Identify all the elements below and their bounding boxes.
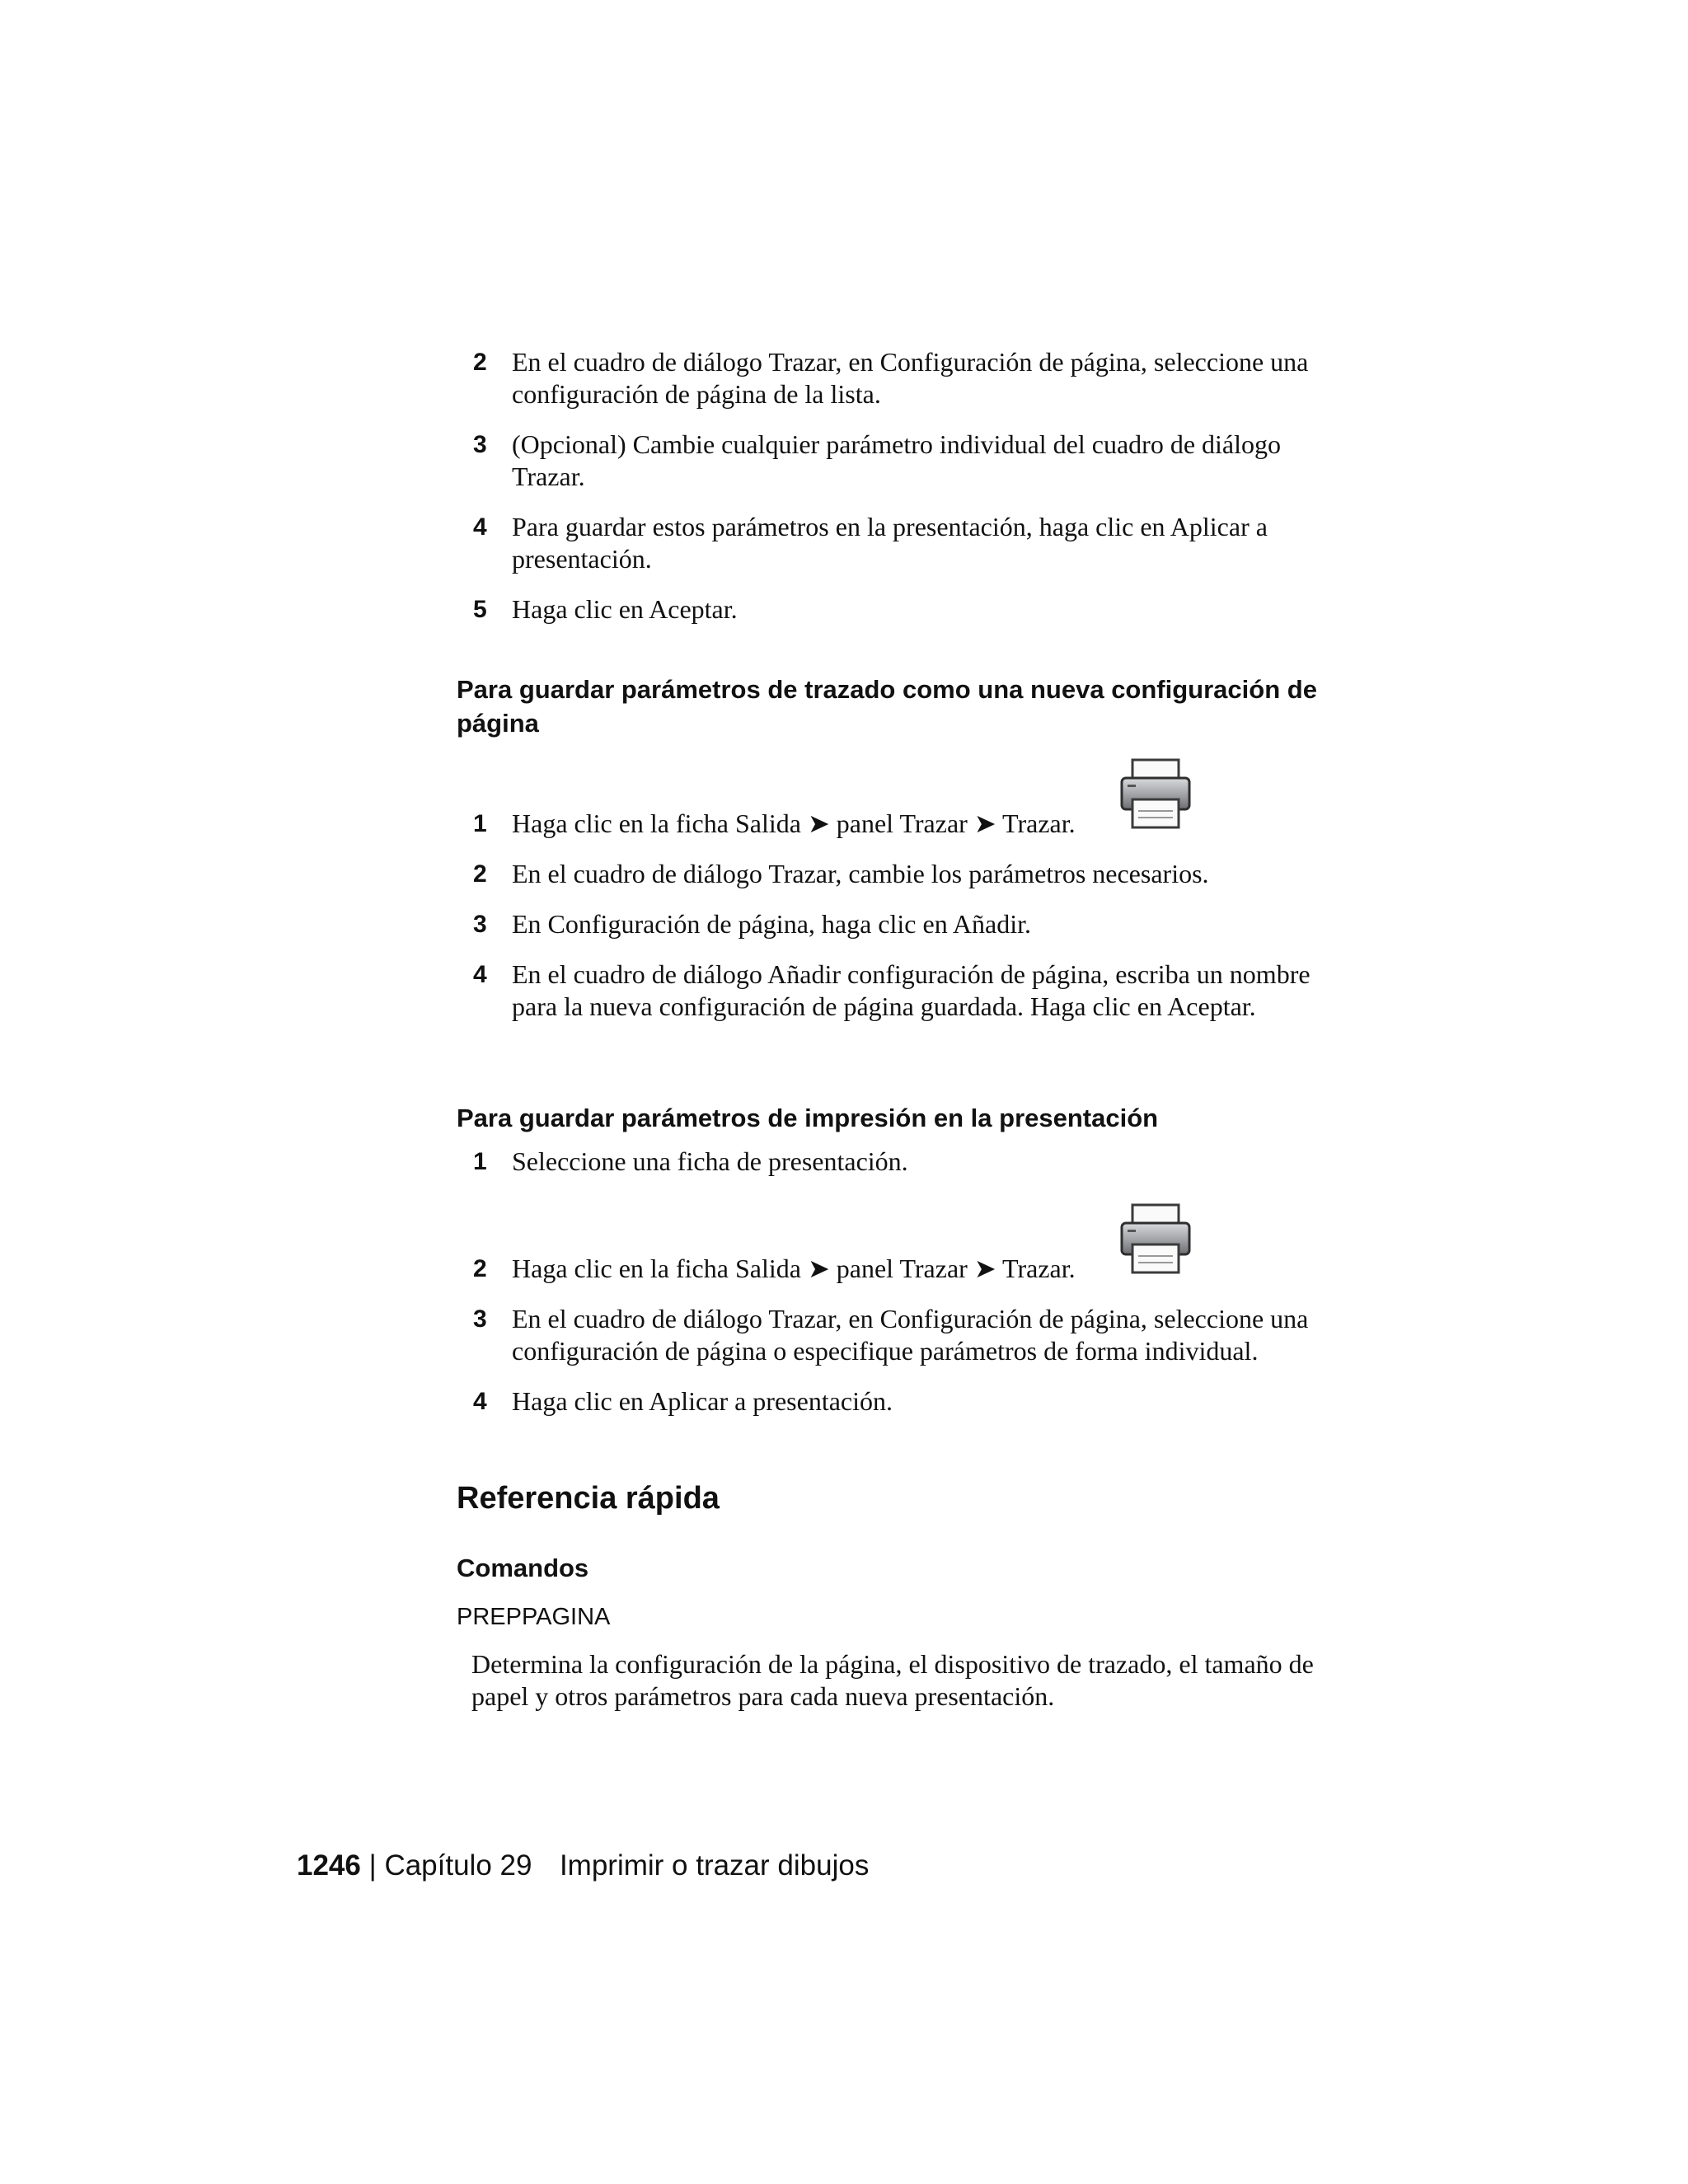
commands-heading: Comandos [457,1554,589,1582]
section-heading-new-page-setup: Para guardar parámetros de trazado como una nueva configuración de página [457,675,1317,738]
page-number: 1246 [297,1849,361,1882]
step-a-5 [457,593,1355,626]
step-b-2 [457,858,1355,890]
step-number: 2 [473,349,487,376]
section-heading-save-to-layout: Para guardar parámetros de impresión en la presentación [457,1104,1159,1132]
step-text: Haga clic en la ficha Salida ➤ panel Trazar ➤ Trazar. [512,1254,1076,1283]
printer-icon [1118,757,1193,832]
steps-list-c [457,1146,1355,1178]
page-footer [297,1849,869,1883]
step-number: 5 [473,596,487,623]
steps-list-c-cont [457,1253,1355,1418]
step-text: En Configuración de página, haga clic en Añadir. [512,909,1032,939]
step-c-4 [457,1385,1355,1418]
step-b-3 [457,908,1355,940]
step-number: 2 [473,860,487,888]
chapter-label: Capítulo 29 [384,1849,532,1882]
chapter-title: Imprimir o trazar dibujos [559,1849,870,1882]
footer-separator: | [368,1849,377,1882]
step-text: En el cuadro de diálogo Trazar, en Configuración de página, seleccione una configuración de página o especifique parámetros de forma individual. [512,1304,1309,1366]
step-number: 3 [473,431,487,458]
step-c-1 [457,1146,1355,1178]
step-number: 3 [473,1305,487,1333]
step-text: En el cuadro de diálogo Trazar, cambie los parámetros necesarios. [512,859,1209,888]
step-number: 1 [473,1148,487,1175]
step-number: 3 [473,911,487,938]
quick-reference-heading: Referencia rápida [457,1481,720,1516]
step-c-3 [457,1303,1355,1367]
step-b-4 [457,958,1355,1023]
step-a-4 [457,511,1355,575]
step-c-2 [457,1253,1355,1285]
step-text: Haga clic en Aplicar a presentación. [512,1386,893,1416]
step-a-2 [457,346,1355,410]
step-text: En el cuadro de diálogo Trazar, en Configuración de página, seleccione una configuración de página de la lista. [512,347,1309,409]
steps-list-b [457,808,1355,1023]
step-a-3 [457,429,1355,493]
command-name: PREPPAGINA [457,1604,611,1630]
step-number: 2 [473,1255,487,1282]
step-number: 1 [473,810,487,837]
steps-list-a [457,346,1355,626]
step-number: 4 [473,961,487,988]
step-text: En el cuadro de diálogo Añadir configuración de página, escriba un nombre para la nueva configuración de página guardada. Haga clic en Aceptar. [512,959,1311,1021]
command-description: Determina la configuración de la página, el dispositivo de trazado, el tamaño de papel y otros parámetros para cada nueva presentación. [471,1649,1314,1711]
step-number: 4 [473,1388,487,1415]
step-text: (Opcional) Cambie cualquier parámetro individual del cuadro de diálogo Trazar. [512,429,1281,491]
step-b-1 [457,808,1355,840]
step-text: Para guardar estos parámetros en la presentación, haga clic en Aplicar a presentación. [512,512,1268,574]
step-text: Haga clic en Aceptar. [512,594,738,624]
step-text: Haga clic en la ficha Salida ➤ panel Trazar ➤ Trazar. [512,808,1076,838]
step-text: Seleccione una ficha de presentación. [512,1146,908,1176]
step-number: 4 [473,513,487,541]
